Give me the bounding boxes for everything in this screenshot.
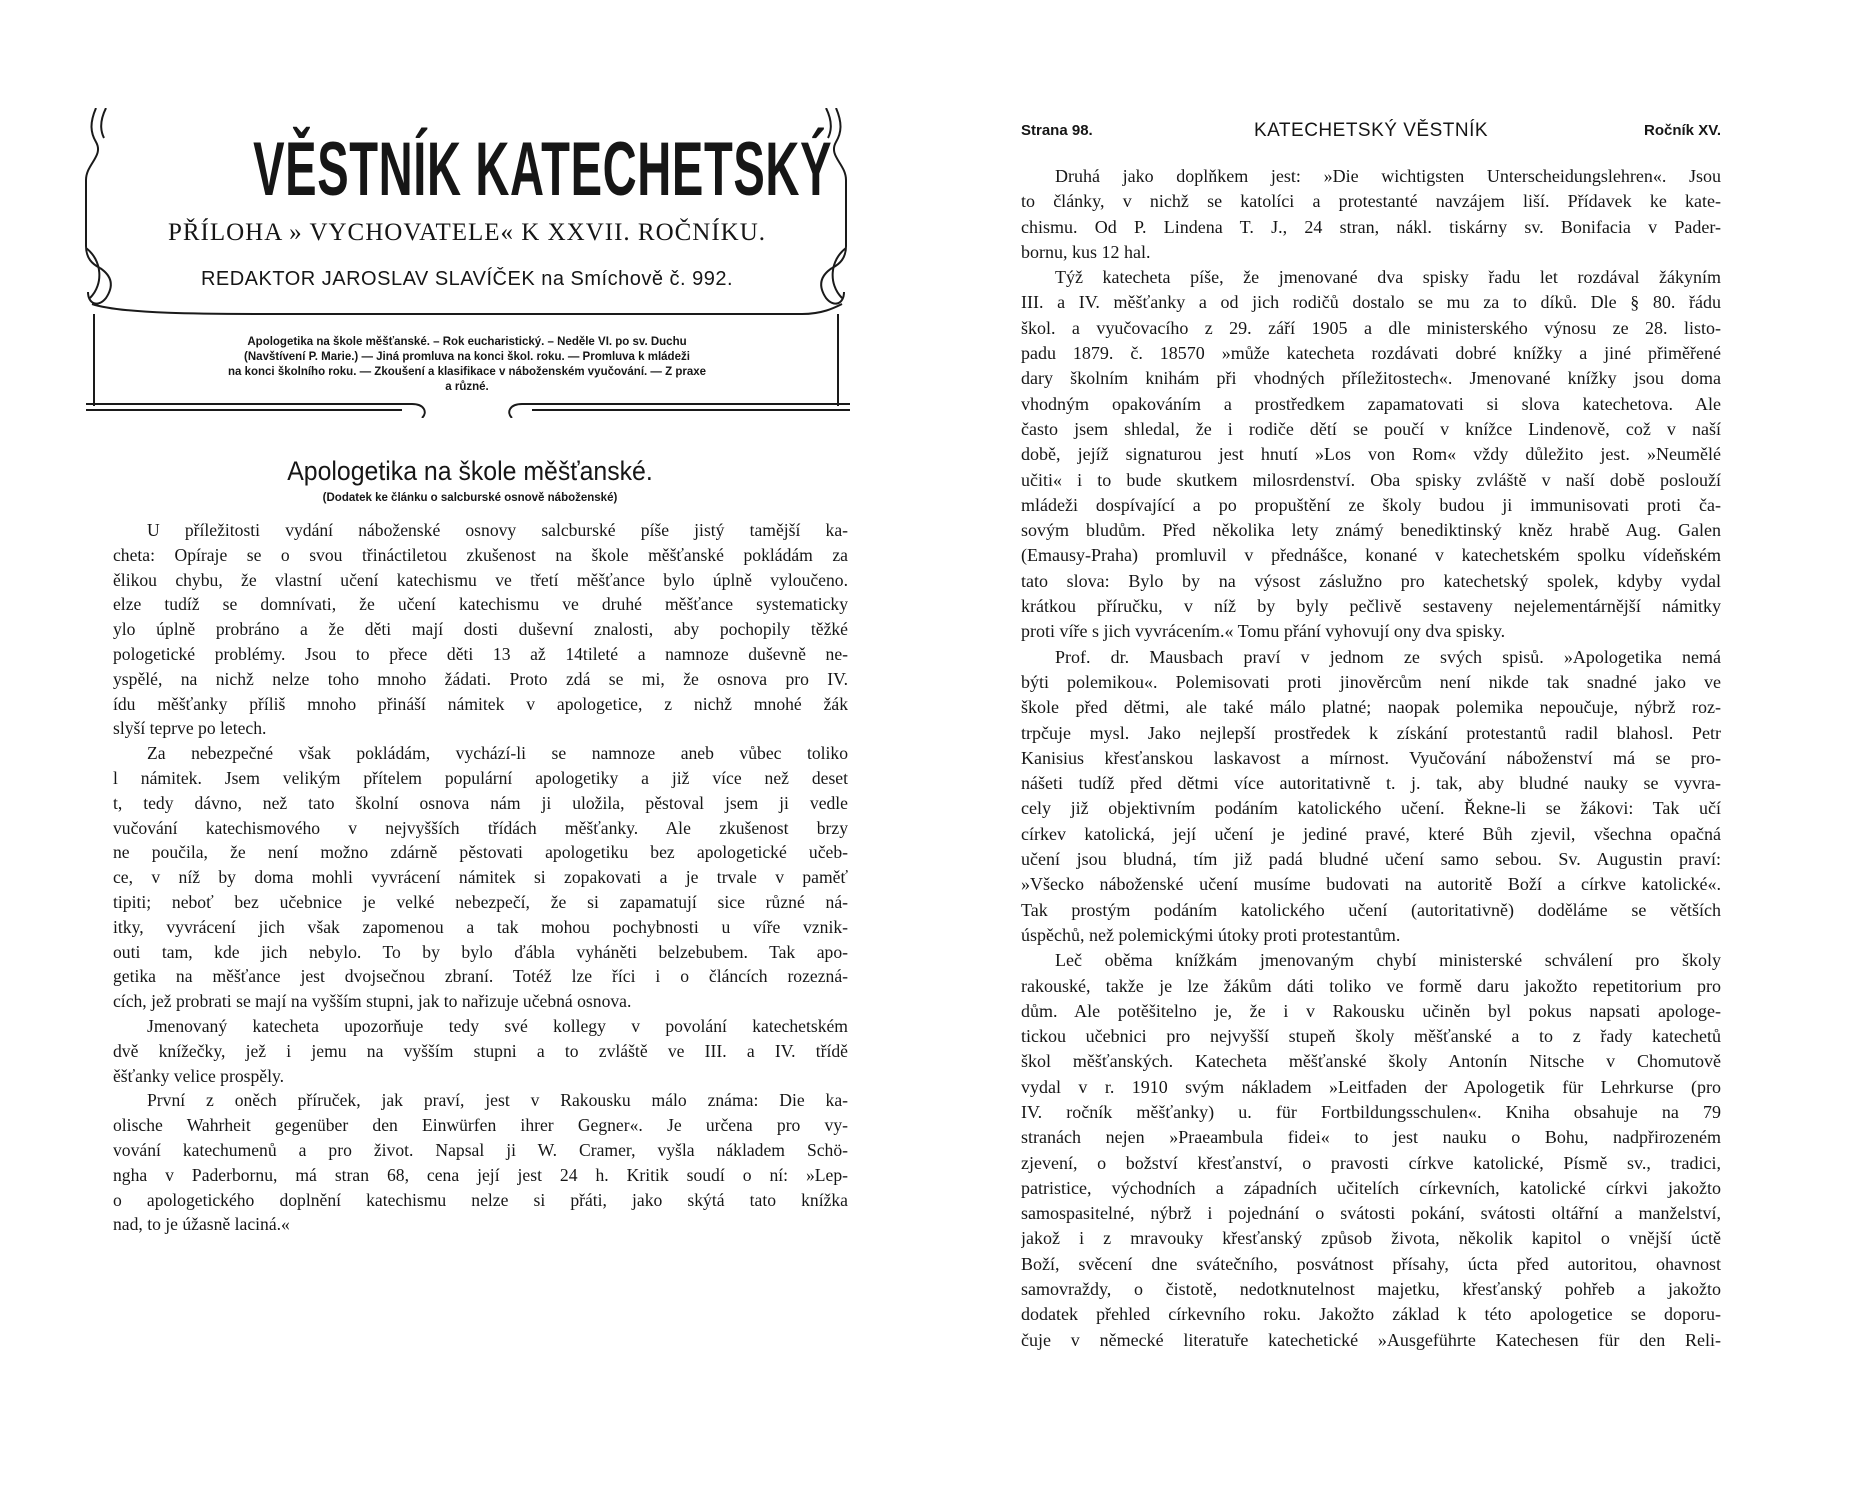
running-title: KATECHETSKÝ VĚSTNÍK xyxy=(1253,120,1489,141)
article-subtitle: (Dodatek ke článku o salcburské osnově náboženské) xyxy=(322,492,618,504)
text-line: škol. a vyučovacího z 29. září 1905 a dle ministerského výnosu ze 28. listo- xyxy=(1021,317,1721,338)
text-line: ne poučila, že není možno zdárně pěstovati apologetiku bez apologetické učeb- xyxy=(113,842,848,863)
right-article-body xyxy=(1021,164,1721,1353)
text-line: Týž katecheta píše, že jmenované dva spisky řadu let rozdával žákyním xyxy=(1055,267,1721,288)
text-line: býti polemikou«. Polemisovati proti jinověrcům není nikde tak snadné jako ve xyxy=(1021,671,1721,692)
text-line: ěšťanky velice prospěly. xyxy=(113,1065,285,1086)
masthead-title: VĚSTNÍK KATECHETSKÝ xyxy=(253,127,833,212)
masthead xyxy=(82,108,850,418)
text-line: o apologetického doplnění katechismu nelze si přáti, jako skýtá tato knížka xyxy=(113,1189,848,1210)
text-line: krátkou příručku, v níž by byly pečlivě sestaveny nejelementárnější námitky xyxy=(1021,596,1721,617)
text-line: samovraždy, o čistotě, nedotknutelnost majetku, křesťanský pohřeb a jakožto xyxy=(1021,1279,1721,1300)
text-line: IV. ročník měšťanky) u. für Fortbildungsschulen«. Kniha obsahuje na 79 xyxy=(1021,1101,1721,1122)
text-line: sovým bludům. Před několika lety známý benediktinský kněz hrabě Aug. Galen xyxy=(1021,520,1721,541)
text-line: »Všecko náboženské učení musíme budovati na autoritě Boží a církve katolické«. xyxy=(1021,874,1721,895)
text-line: tipiti; neboť bez učebnice je velké nebezpečí, že si zapamatují sice různé ná- xyxy=(113,891,848,912)
text-line: Kanisius křesťanskou laskavost a mírnost. Vyučování náboženství má se pro- xyxy=(1021,747,1721,768)
contents-line: na konci školního roku. — Zkoušení a klasifikace v náboženském vyučování. — Z praxe xyxy=(227,366,707,378)
text-line: vučování katechismového v nejvyšších třídách měšťanky. Ale zkušenost brzy xyxy=(113,817,848,838)
text-line: t, tedy dávno, než tato školní osnova nám ji uložila, pěstoval jsem ji vedle xyxy=(113,792,848,813)
text-line: stranách nejen »Praeambula fidei« to jest nauku o Bohu, nadpřirozeném xyxy=(1021,1127,1721,1148)
text-line: Boží, svěcení dne svátečního, posvátnost přísahy, úcta před autoritou, ohavnost xyxy=(1021,1253,1721,1274)
text-line: nášeti tudíž před dětmi více autoritativně t. j. tak, aby bludné nauky se vyvra- xyxy=(1021,773,1721,794)
text-line: (Emausy-Praha) promluvil v přednášce, konané v katechetském spolku vídeňském xyxy=(1021,545,1721,566)
text-line: dvě knížečky, jež i jemu na vyšším stupni a to zvláště ve III. a IV. třídě xyxy=(113,1040,848,1061)
text-line: proti víře s jich vyvrácením.« Tomu přání vyhovují ony dva spisky. xyxy=(1021,621,1506,642)
text-line: mládeži dospívající a po propuštění ze školy budou ji immunisovati proti ča- xyxy=(1021,494,1721,515)
text-line: slyší teprve po letech. xyxy=(113,718,267,739)
text-line: pologetické problémy. Jsou to přece děti 13 až 14tileté a namnoze duševně ne- xyxy=(113,643,848,664)
text-line: Druhá jako doplňkem jest: »Die wichtigsten Unterscheidungslehren«. Jsou xyxy=(1055,166,1721,186)
text-line: úspěchů, než polemickými útoky proti protestantům. xyxy=(1021,924,1401,945)
text-line: čuje v německé literatuře katechetické »Ausgeführte Katechesen für den Reli- xyxy=(1021,1329,1721,1350)
text-line: Za nebezpečné však pokládám, vychází-li se namnoze aneb vůbec toliko xyxy=(147,743,848,764)
text-line: vhodným opakováním a prostředkem zapamatovati si slova katechetova. Ale xyxy=(1021,393,1721,414)
masthead-subtitle: PŘÍLOHA » VYCHOVATELE« K XXVII. ROČNÍKU. xyxy=(167,219,767,246)
text-line: itky, vyvrácení jich však zapomenou a tak mohou pochybnosti u víře vznik- xyxy=(113,916,848,937)
contents-line: a různé. xyxy=(445,381,489,393)
text-line: olische Wahrheit gegenüber den Einwürfen ihrer Gegner«. Je určena pro vy- xyxy=(113,1115,848,1136)
text-line: dodatek přehled církevního roku. Jakožto základ k této apologetice se doporu- xyxy=(1021,1304,1721,1325)
text-line: vydal v r. 1910 svým nákladem »Leitfaden der Apologetik für Lehrkurse (pro xyxy=(1021,1076,1721,1097)
contents-line: Apologetika na škole měšťanské. – Rok eucharistický. – Neděle VI. po sv. Duchu xyxy=(247,336,687,348)
text-line: cely již objektivním podáním katolického učení. Řekne-li se žákovi: Tak učí xyxy=(1021,798,1721,819)
text-line: vování katechumenů a pro život. Napsal ji W. Cramer, vyšla nákladem Schö- xyxy=(113,1139,848,1160)
text-line: tickou učebnici pro nejvyšší stupeň školy měšťanské a to z řady katechetů xyxy=(1021,1026,1721,1047)
contents-line: (Navštívení P. Marie.) — Jiná promluva na konci škol. roku. — Promluva k mládeži xyxy=(244,351,690,363)
running-head xyxy=(1021,120,1721,150)
text-line: trpčuje mysl. Jako nejlepší prostředek k získání protestantů radil blahosl. Petr xyxy=(1021,722,1721,743)
text-line: církev katolická, její učení je jediné pravé, které Bůh zjevil, všechna opačná xyxy=(1021,823,1721,844)
text-line: outi tam, kde jich nebylo. To by bylo ďábla vyháněti belzebubem. Tak apo- xyxy=(113,941,848,962)
text-line: dům. Ale potěšitelno je, že i v Rakousku učiněn byl pokus napsati apologe- xyxy=(1021,1000,1721,1021)
text-line: jakož i z mravouky křesťanský způsob života, několik kapitol o vnější úctě xyxy=(1021,1228,1721,1249)
text-line: samospasitelné, nýbrž i pojednání o svátosti pokání, svátosti oltářní a manželství, xyxy=(1021,1203,1721,1224)
masthead-editor: REDAKTOR JAROSLAV SLAVÍČEK na Smíchově č. 992. xyxy=(200,268,734,290)
text-line: nad, to je úžasně laciná.« xyxy=(113,1214,290,1235)
text-line: U příležitosti vydání náboženské osnovy salcburské píše jistý tamější ka- xyxy=(147,520,848,540)
text-line: l námitek. Jsem velikým přítelem populární apologetiky a již více než deset xyxy=(113,767,848,788)
text-line: yspělé, na nichž nelze toho mnoho žádati. Proto zdá se mi, že osnova pro IV. xyxy=(113,668,848,689)
text-line: patristice, východních a západních učitelích církevních, katolické církvi jakožto xyxy=(1021,1177,1721,1198)
text-line: učení jsou bludná, tím již padá bludné učení samo sebou. Sv. Augustin praví: xyxy=(1021,849,1721,870)
text-line: ylo úplně probráno a že děti mají dosti duševní znalosti, aby pochopily těžké xyxy=(113,619,848,640)
text-line: bornu, kus 12 hal. xyxy=(1021,241,1151,262)
text-line: době, jejíž signaturou jest hnutí »Los von Rom« vždy důležito jest. »Neumělé xyxy=(1021,444,1721,465)
text-line: elze tudíž se domnívati, že učení katechismu ve druhé měšťance systematicky xyxy=(113,594,848,615)
text-line: škol měšťanských. Katecheta měšťanské školy Antonín Nitsche v Chomutově xyxy=(1021,1051,1721,1072)
article-title: Apologetika na škole měšťanské. xyxy=(287,456,653,486)
text-line: ngha v Paderbornu, má stran 68, cena její jest 24 h. Kritik soudí o ní: »Lep- xyxy=(113,1164,848,1185)
text-line: ídu měšťanky příliš mnoho přináší námitek v apologetice, z nichž mnohé žák xyxy=(113,693,848,714)
text-line: III. a IV. měšťanky a od jich rodičů dostalo se mu za to díků. Dle § 80. řádu xyxy=(1021,292,1721,313)
page-number: Strana 98. xyxy=(1021,122,1093,139)
right-page xyxy=(929,0,1858,1501)
text-line: Leč oběma knížkám jmenovaným chybí ministerské schválení pro školy xyxy=(1055,950,1721,971)
text-line: padu 1879. č. 18570 »může katecheta rozdávati dobré knížky a jiné přiměřené xyxy=(1021,343,1721,364)
text-line: rakouské, takže je lze žákům dáti toliko ve formě daru jakožto repetitorium pro xyxy=(1021,975,1721,996)
text-line: tato slova: Bylo by na výsost záslužno pro katechetský spolek, kdyby vydal xyxy=(1021,570,1721,591)
text-line: První z oněch příruček, jak praví, jest v Rakousku málo známa: Die ka- xyxy=(147,1090,848,1111)
text-line: Jmenovaný katecheta upozorňuje tedy své kollegy v povolání katechetském xyxy=(147,1015,848,1036)
text-line: ce, v níž by doma mohli vyvrácení námitek si zopakovati a je trvale v paměť xyxy=(113,867,848,888)
left-article-body xyxy=(113,518,848,1237)
text-line: zjevení, o božství křesťanství, o pravosti církve katolické, Písmě sv., tradici, xyxy=(1021,1152,1721,1173)
masthead-contents xyxy=(124,335,810,395)
text-line: často jsem shledal, že i rodiče dětí se poučí v knížce Lindenově, což v naší xyxy=(1021,418,1721,439)
text-line: getika na měšťance jest dvojsečnou zbraní. Totéž lze říci i o článcích rozezná- xyxy=(113,966,848,987)
volume-number: Ročník XV. xyxy=(1644,122,1721,139)
text-line: chismu. Od P. Lindena T. J., 24 stran, nákl. tiskárny sv. Bonifacia v Pader- xyxy=(1021,216,1721,237)
text-line: škole před dětmi, ale také málo platné; naopak polemika nepoučuje, nýbrž roz- xyxy=(1021,697,1721,718)
text-line: učiti« i to bude skutkem milosrdenství. Oba spisky zvláště v naší době poslouží xyxy=(1021,469,1721,490)
text-line: cích, jež probrati se mají na vyšším stupni, jak to nařizuje učebná osnova. xyxy=(113,991,632,1012)
text-line: dary školním knihám při vhodných příležitostech«. Jmenované knížky jsou doma xyxy=(1021,368,1721,389)
text-line: to články, v nichž se katolíci a protestanté navzájem liší. Přídavek ke kate- xyxy=(1021,191,1721,212)
text-line: cheta: Opíraje se o svou třináctiletou zkušenost na škole měšťanské pokládám za xyxy=(113,544,848,565)
text-line: Prof. dr. Mausbach praví v jednom ze svých spisů. »Apologetika nemá xyxy=(1055,646,1721,667)
text-line: ělikou chybu, že vlastní učení katechismu ve třetí měšťance bylo úplně vyloučeno. xyxy=(113,569,848,590)
text-line: Tak prostým podáním katolického učení (autoritativně) doděláme se větších xyxy=(1021,899,1721,920)
